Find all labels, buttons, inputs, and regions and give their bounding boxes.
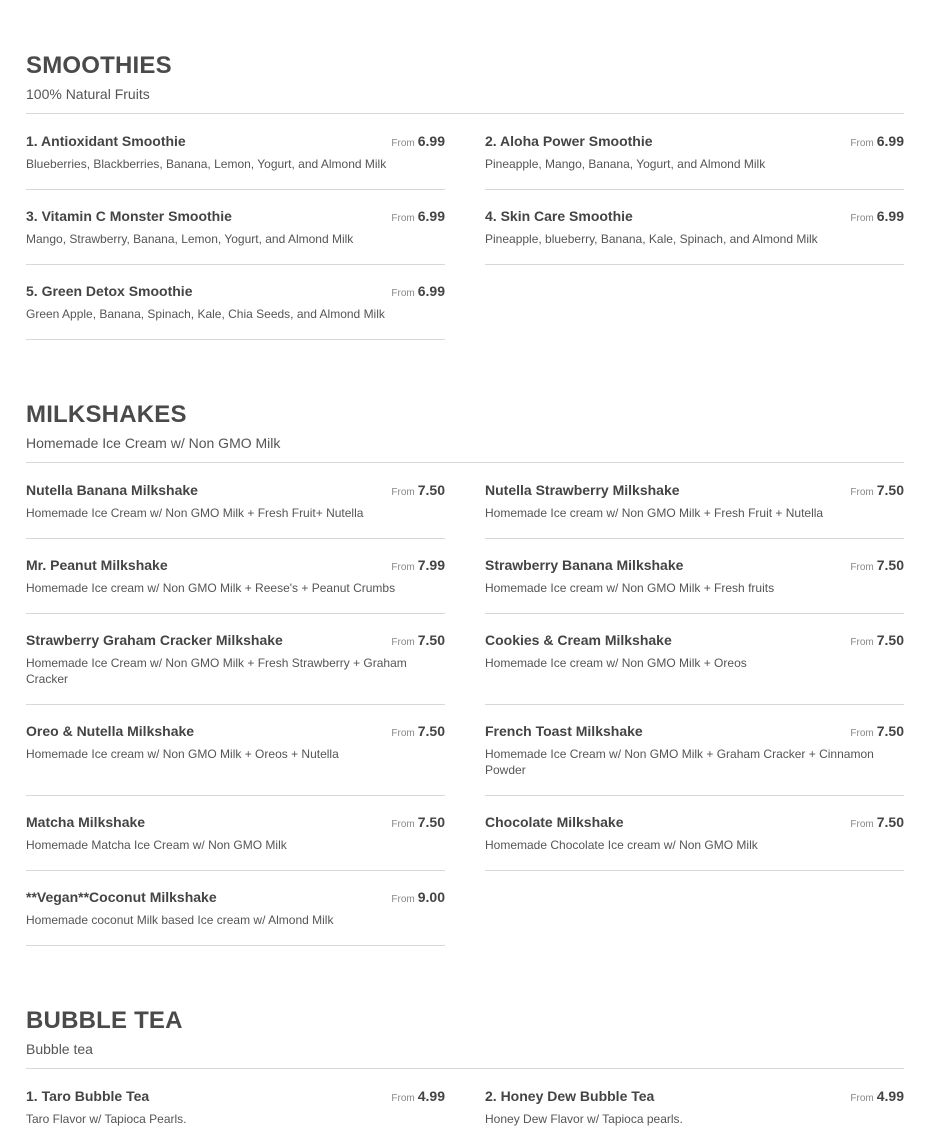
item-description: Homemade coconut Milk based Ice cream w/ Almond Milk	[26, 913, 334, 927]
section-divider	[26, 113, 904, 114]
item-name: Matcha Milkshake	[26, 814, 146, 830]
item-description: Honey Dew Flavor w/ Tapioca pearls.	[485, 1112, 683, 1126]
item-name: Chocolate Milkshake	[485, 814, 624, 830]
menu-item[interactable]	[26, 813, 445, 871]
item-divider	[26, 613, 445, 614]
item-name: Cookies & Cream Milkshake	[485, 632, 672, 648]
item-description: Homemade Chocolate Ice cream w/ Non GMO Milk	[485, 838, 758, 852]
item-divider	[485, 189, 904, 190]
item-name: Strawberry Graham Cracker Milkshake	[26, 632, 283, 648]
section-milkshakes	[26, 401, 904, 927]
item-price	[850, 631, 904, 652]
item-price	[850, 132, 904, 153]
item-name: 1. Taro Bubble Tea	[26, 1088, 150, 1104]
item-name: 5. Green Detox Smoothie	[26, 283, 193, 299]
item-name: **Vegan**Coconut Milkshake	[26, 889, 217, 905]
item-price	[391, 722, 445, 743]
menu-item[interactable]	[26, 282, 445, 340]
price-value: 6.99	[417, 133, 445, 149]
price-from-label: From	[391, 562, 415, 573]
item-name: Oreo & Nutella Milkshake	[26, 723, 195, 739]
item-description: Homemade Ice cream w/ Non GMO Milk + Fresh Fruit + Nutella	[485, 506, 824, 520]
price-value: 7.50	[876, 482, 904, 498]
section-bubble-tea	[26, 1007, 904, 1126]
item-price	[391, 481, 445, 502]
menu-item[interactable]	[26, 631, 445, 705]
menu-item[interactable]	[485, 631, 904, 705]
item-name: 2. Aloha Power Smoothie	[485, 133, 653, 149]
price-value: 6.99	[417, 283, 445, 299]
section-subtitle: Homemade Ice Cream w/ Non GMO Milk	[26, 435, 281, 451]
item-description: Homemade Ice cream w/ Non GMO Milk + Oreos + Nutella	[26, 747, 339, 761]
price-value: 9.00	[417, 889, 445, 905]
item-divider	[485, 870, 904, 871]
item-price	[391, 207, 445, 228]
item-name: Mr. Peanut Milkshake	[26, 557, 168, 573]
price-value: 7.50	[876, 632, 904, 648]
price-value: 6.99	[876, 208, 904, 224]
price-from-label: From	[391, 1093, 415, 1104]
item-name: 3. Vitamin C Monster Smoothie	[26, 208, 232, 224]
item-divider	[26, 538, 445, 539]
item-price	[391, 1087, 445, 1108]
menu-item[interactable]	[26, 207, 445, 265]
price-from-label: From	[850, 487, 874, 498]
price-value: 7.50	[876, 723, 904, 739]
section-subtitle: 100% Natural Fruits	[26, 86, 150, 102]
menu-item[interactable]	[26, 1087, 445, 1130]
item-divider	[26, 339, 445, 340]
item-name: Nutella Banana Milkshake	[26, 482, 198, 498]
price-value: 7.99	[417, 557, 445, 573]
menu-item[interactable]	[26, 888, 445, 946]
price-from-label: From	[850, 562, 874, 573]
item-divider	[26, 264, 445, 265]
price-from-label: From	[391, 637, 415, 648]
price-value: 7.50	[417, 632, 445, 648]
item-price	[850, 556, 904, 577]
item-description: Homemade Ice cream w/ Non GMO Milk + Reese's + Peanut Crumbs	[26, 581, 396, 595]
item-divider	[485, 264, 904, 265]
section-divider	[26, 462, 904, 463]
item-description: Homemade Ice Cream w/ Non GMO Milk + Fresh Strawberry + Graham Cracker	[26, 656, 407, 686]
item-divider	[26, 870, 445, 871]
item-description: Homemade Ice cream w/ Non GMO Milk + Fresh fruits	[485, 581, 775, 595]
item-price	[391, 556, 445, 577]
section-divider	[26, 1068, 904, 1069]
menu-item[interactable]	[485, 556, 904, 614]
item-name: Nutella Strawberry Milkshake	[485, 482, 680, 498]
item-description: Blueberries, Blackberries, Banana, Lemon, Yogurt, and Almond Milk	[26, 157, 387, 171]
item-description: Homemade Matcha Ice Cream w/ Non GMO Milk	[26, 838, 287, 852]
menu-item[interactable]	[485, 722, 904, 796]
price-from-label: From	[391, 819, 415, 830]
item-name: 2. Honey Dew Bubble Tea	[485, 1088, 655, 1104]
item-description: Taro Flavor w/ Tapioca Pearls.	[26, 1112, 187, 1126]
price-from-label: From	[850, 819, 874, 830]
price-value: 4.99	[876, 1088, 904, 1104]
item-name: 1. Antioxidant Smoothie	[26, 133, 186, 149]
item-description: Pineapple, Mango, Banana, Yogurt, and Almond Milk	[485, 157, 766, 171]
item-description: Mango, Strawberry, Banana, Lemon, Yogurt, and Almond Milk	[26, 232, 354, 246]
item-price	[850, 207, 904, 228]
item-name: Strawberry Banana Milkshake	[485, 557, 684, 573]
item-description: Homemade Ice Cream w/ Non GMO Milk + Fresh Fruit+ Nutella	[26, 506, 364, 520]
menu-item[interactable]	[485, 481, 904, 539]
price-from-label: From	[850, 1093, 874, 1104]
menu-item[interactable]	[26, 722, 445, 796]
item-price	[850, 813, 904, 834]
menu-item[interactable]	[485, 132, 904, 190]
item-price	[850, 481, 904, 502]
menu-item[interactable]	[26, 132, 445, 190]
price-value: 6.99	[876, 133, 904, 149]
section-title: SMOOTHIES	[26, 52, 172, 79]
menu-item[interactable]	[26, 481, 445, 539]
price-value: 7.50	[876, 557, 904, 573]
item-price	[391, 631, 445, 652]
item-price	[391, 132, 445, 153]
section-smoothies	[26, 52, 904, 321]
item-divider	[26, 704, 445, 705]
item-divider	[26, 189, 445, 190]
price-value: 7.50	[417, 723, 445, 739]
item-description: Green Apple, Banana, Spinach, Kale, Chia Seeds, and Almond Milk	[26, 307, 385, 321]
item-divider	[485, 704, 904, 705]
price-value: 6.99	[417, 208, 445, 224]
price-from-label: From	[391, 288, 415, 299]
price-from-label: From	[850, 213, 874, 224]
price-value: 7.50	[417, 814, 445, 830]
price-from-label: From	[391, 138, 415, 149]
item-description: Homemade Ice Cream w/ Non GMO Milk + Graham Cracker + Cinnamon Powder	[485, 747, 874, 777]
price-value: 7.50	[876, 814, 904, 830]
price-value: 7.50	[417, 482, 445, 498]
menu-item[interactable]	[485, 813, 904, 871]
section-title: BUBBLE TEA	[26, 1007, 183, 1034]
item-divider	[485, 538, 904, 539]
item-price	[391, 888, 445, 909]
item-price	[850, 1087, 904, 1108]
item-name: French Toast Milkshake	[485, 723, 643, 739]
item-price	[391, 813, 445, 834]
menu-item[interactable]	[485, 207, 904, 265]
item-divider	[485, 795, 904, 796]
item-description: Homemade Ice cream w/ Non GMO Milk + Oreos	[485, 656, 747, 670]
price-from-label: From	[391, 728, 415, 739]
price-from-label: From	[850, 728, 874, 739]
section-subtitle: Bubble tea	[26, 1041, 93, 1057]
section-title: MILKSHAKES	[26, 401, 187, 428]
item-description: Pineapple, blueberry, Banana, Kale, Spinach, and Almond Milk	[485, 232, 818, 246]
price-from-label: From	[850, 138, 874, 149]
price-from-label: From	[391, 213, 415, 224]
item-divider	[26, 945, 445, 946]
menu-item[interactable]	[485, 1087, 904, 1130]
item-name: 4. Skin Care Smoothie	[485, 208, 633, 224]
price-from-label: From	[850, 637, 874, 648]
item-divider	[26, 795, 445, 796]
price-from-label: From	[391, 487, 415, 498]
item-price	[391, 282, 445, 303]
price-value: 4.99	[417, 1088, 445, 1104]
menu-item[interactable]	[26, 556, 445, 614]
item-divider	[485, 613, 904, 614]
price-from-label: From	[391, 894, 415, 905]
item-price	[850, 722, 904, 743]
